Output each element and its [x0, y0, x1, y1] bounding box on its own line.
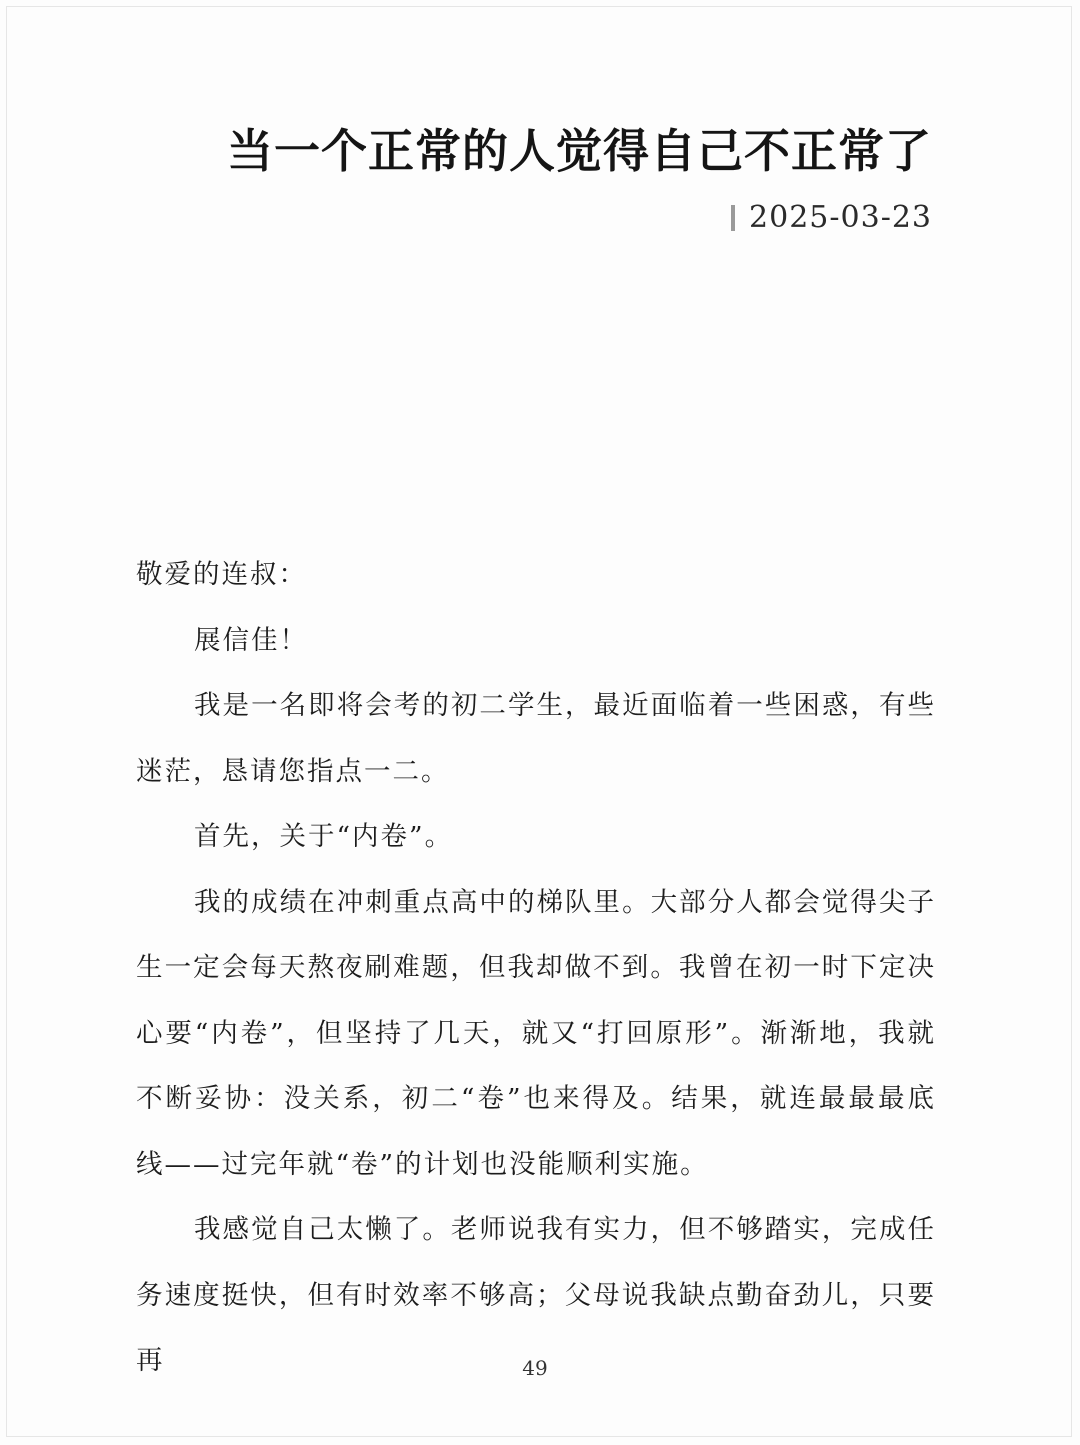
letter-paragraph: 我的成绩在冲刺重点高中的梯队里。大部分人都会觉得尖子生一定会每天熬夜刷难题，但我却做不到。我曾在初一时下定决心要“内卷”，但坚持了几天，就又“打回原形”。渐渐地，我就不断妥协：没关系，初二“卷”也来得及。结果，就连最最最底线——过完年就“卷”的计划也没能顺利实施。	[136, 886, 936, 1180]
page-number: 49	[522, 1356, 548, 1380]
letter-paragraph: 我是一名即将会考的初二学生，最近面临着一些困惑，有些迷茫，恳请您指点一二。	[136, 690, 936, 787]
article-title: 当一个正常的人觉得自己不正常了	[227, 123, 932, 178]
letter-body	[136, 542, 936, 1394]
article-date: 2025-03-23	[749, 200, 932, 235]
letter-paragraph: 我感觉自己太懒了。老师说我有实力，但不够踏实，完成任务速度挺快，但有时效率不够高；父母说我缺点勤奋劲儿，只要再	[136, 1214, 936, 1376]
date-divider-bar	[731, 205, 735, 231]
letter-greeting: 展信佳！	[194, 624, 308, 656]
date-row	[731, 200, 932, 235]
letter-paragraph: 首先，关于“内卷”。	[194, 821, 454, 852]
letter-salutation: 敬爱的连叔：	[136, 559, 307, 590]
